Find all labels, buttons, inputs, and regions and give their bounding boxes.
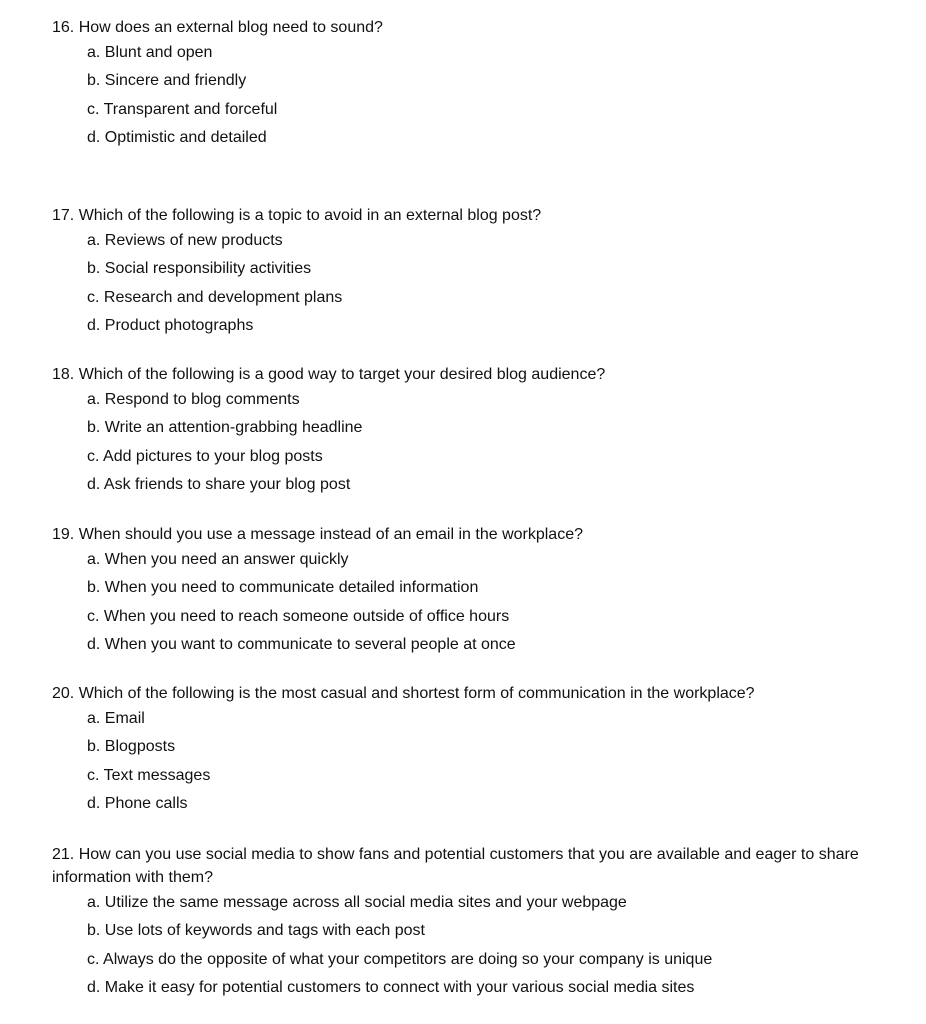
option-letter: d. xyxy=(87,476,101,493)
option-letter: a. xyxy=(87,44,101,61)
option-letter: d. xyxy=(87,129,101,146)
option-c xyxy=(87,607,509,627)
option-text: Product photographs xyxy=(104,317,254,334)
option-letter: c. xyxy=(87,289,100,306)
question-stem xyxy=(52,843,872,889)
option-letter: c. xyxy=(87,608,100,625)
option-letter: b. xyxy=(87,579,101,596)
question-stem xyxy=(52,16,872,39)
option-letter: b. xyxy=(87,419,101,436)
option-b xyxy=(87,921,425,941)
option-text: Email xyxy=(104,710,145,727)
option-text: Ask friends to share your blog post xyxy=(103,476,351,493)
option-text: When you want to communicate to several people at once xyxy=(104,636,516,653)
option-b xyxy=(87,418,362,438)
question-stem xyxy=(52,682,872,705)
option-letter: c. xyxy=(87,951,100,968)
option-d xyxy=(87,978,694,998)
option-text: Blunt and open xyxy=(104,44,213,61)
option-a xyxy=(87,231,283,251)
question-number: 20. xyxy=(52,685,75,702)
option-d xyxy=(87,475,350,495)
question-number: 18. xyxy=(52,366,75,383)
option-text: When you need to reach someone outside of office hours xyxy=(103,608,510,625)
option-text: Optimistic and detailed xyxy=(104,129,267,146)
option-d xyxy=(87,794,188,814)
option-text: Social responsibility activities xyxy=(104,260,312,277)
option-text: Respond to blog comments xyxy=(104,391,300,408)
option-letter: d. xyxy=(87,317,101,334)
option-a xyxy=(87,43,212,63)
question-text: Which of the following is a topic to avoid in an external blog post? xyxy=(78,207,542,224)
option-b xyxy=(87,259,311,279)
option-text: Make it easy for potential customers to connect with your various social media sites xyxy=(104,979,695,996)
option-letter: c. xyxy=(87,767,100,784)
option-text: Transparent and forceful xyxy=(103,101,278,118)
question-text: Which of the following is a good way to target your desired blog audience? xyxy=(78,366,606,383)
option-d xyxy=(87,316,253,336)
option-text: Reviews of new products xyxy=(104,232,283,249)
option-letter: c. xyxy=(87,101,100,118)
option-c xyxy=(87,766,210,786)
option-text: Write an attention-grabbing headline xyxy=(104,419,363,436)
question-stem xyxy=(52,523,872,546)
question-stem xyxy=(52,204,872,227)
option-b xyxy=(87,578,478,598)
option-d xyxy=(87,635,516,655)
question-number: 16. xyxy=(52,19,75,36)
option-text: Blogposts xyxy=(104,738,176,755)
option-a xyxy=(87,550,349,570)
option-text: Add pictures to your blog posts xyxy=(103,448,323,465)
option-b xyxy=(87,737,175,757)
option-c xyxy=(87,288,342,308)
option-letter: a. xyxy=(87,391,101,408)
option-letter: a. xyxy=(87,710,101,727)
option-d xyxy=(87,128,267,148)
option-letter: d. xyxy=(87,979,101,996)
option-b xyxy=(87,71,246,91)
option-text: When you need to communicate detailed information xyxy=(104,579,479,596)
question-text: How does an external blog need to sound? xyxy=(78,19,383,36)
option-text: Sincere and friendly xyxy=(104,72,247,89)
option-letter: c. xyxy=(87,448,100,465)
question-number: 21. xyxy=(52,846,75,863)
option-letter: b. xyxy=(87,260,101,277)
option-letter: a. xyxy=(87,232,101,249)
option-letter: a. xyxy=(87,894,101,911)
option-letter: b. xyxy=(87,922,101,939)
option-a xyxy=(87,709,145,729)
option-c xyxy=(87,950,712,970)
question-stem xyxy=(52,363,872,386)
option-letter: d. xyxy=(87,636,101,653)
option-text: Utilize the same message across all social media sites and your webpage xyxy=(104,894,627,911)
option-text: Phone calls xyxy=(104,795,188,812)
option-letter: b. xyxy=(87,738,101,755)
question-text: How can you use social media to show fans and potential customers that you are available and eager to share information with them? xyxy=(52,846,859,886)
option-a xyxy=(87,390,300,410)
option-letter: a. xyxy=(87,551,101,568)
option-text: When you need an answer quickly xyxy=(104,551,349,568)
option-text: Text messages xyxy=(103,767,211,784)
question-text: When should you use a message instead of an email in the workplace? xyxy=(78,526,583,543)
option-c xyxy=(87,447,323,467)
question-text: Which of the following is the most casual and shortest form of communication in the workplace? xyxy=(78,685,755,702)
option-text: Always do the opposite of what your competitors are doing so your company is unique xyxy=(103,951,713,968)
option-a xyxy=(87,893,627,913)
option-text: Use lots of keywords and tags with each post xyxy=(104,922,425,939)
question-number: 17. xyxy=(52,207,75,224)
question-number: 19. xyxy=(52,526,75,543)
option-text: Research and development plans xyxy=(103,289,343,306)
option-letter: b. xyxy=(87,72,101,89)
option-c xyxy=(87,100,277,120)
option-letter: d. xyxy=(87,795,101,812)
